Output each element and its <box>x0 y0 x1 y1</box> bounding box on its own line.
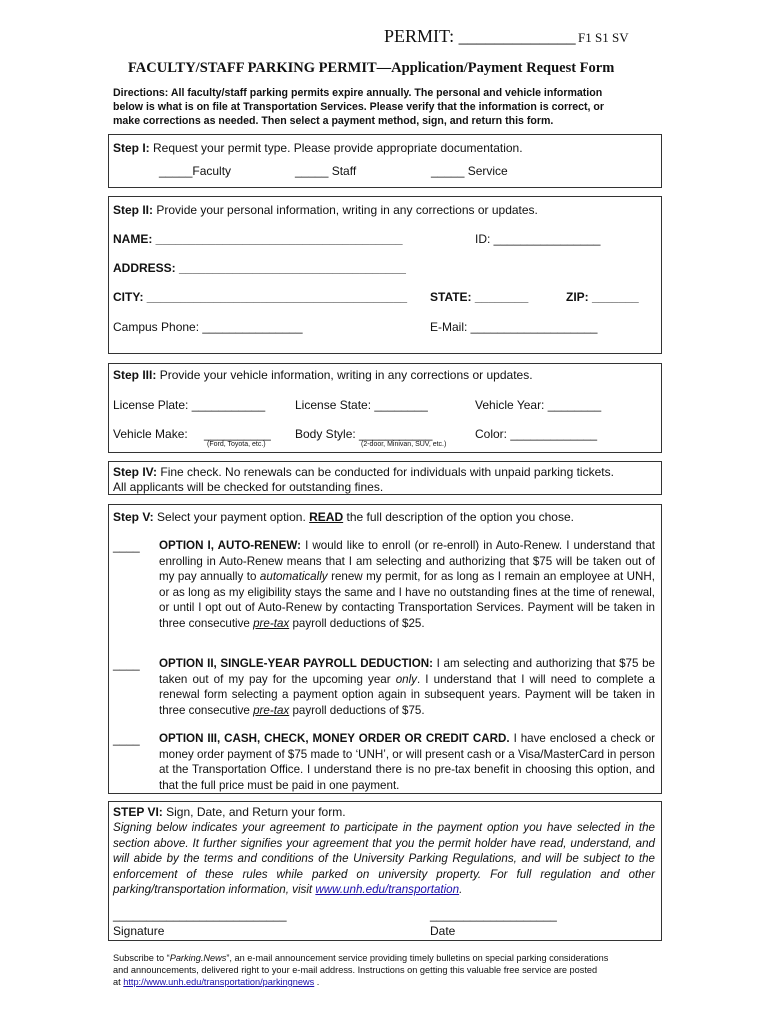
parkingnews-link[interactable]: http://www.unh.edu/transportation/parkingnews <box>123 977 315 987</box>
step3-box <box>108 363 662 453</box>
permit-label <box>384 26 576 47</box>
vehicle-make-label: Vehicle Make: <box>113 427 188 441</box>
option1-title: OPTION I, AUTO-RENEW: <box>159 539 301 552</box>
footer-parking-news: Parking.News <box>169 953 227 963</box>
license-plate-field[interactable]: License Plate: ___________ <box>113 398 266 412</box>
signature-label: Signature <box>113 924 165 938</box>
step2-label: Step II: <box>113 203 154 217</box>
campus-phone-field[interactable]: Campus Phone: _______________ <box>113 320 303 334</box>
step3-label: Step III: <box>113 368 157 382</box>
step4-line1 <box>113 465 614 479</box>
state-field[interactable]: STATE: ________ <box>430 290 529 304</box>
step2-heading <box>113 203 538 217</box>
date-label: Date <box>430 924 456 938</box>
option3-title: OPTION III, CASH, CHECK, MONEY ORDER OR CREDIT CARD. <box>159 732 510 745</box>
step4-line2: All applicants will be checked for outstanding fines. <box>113 480 384 494</box>
option2-paragraph <box>159 656 655 718</box>
option1-paragraph <box>159 538 655 631</box>
option2-text-c: payroll deductions of $75. <box>292 703 425 717</box>
permit-label-text: PERMIT: <box>384 26 455 46</box>
email-field[interactable]: E-Mail: ___________________ <box>430 320 598 334</box>
option2-text-a: I am selecting and authorizing that $75 be taken out of my pay for the upcoming year <box>159 657 655 686</box>
footer-line1 <box>113 953 608 963</box>
step6-agreement-text: Signing below indicates your agreement to participate in the payment option you have selected in the section above. It further signifies your agreement that you the permit holder have read, understand, and will abide by the terms and conditions of the University Parking Regulations, and will be subject to the enforcement of these rules while parked on university property. For full regulation and other parking/transportation information, visit <box>113 821 655 896</box>
footer-line2: and announcements, delivered right to your e-mail address. Instructions on getting this valuable free service are posted <box>113 965 598 975</box>
zip-field[interactable]: ZIP: _______ <box>566 290 639 304</box>
option1-automatically: automatically <box>259 570 328 583</box>
id-field[interactable]: ID: ________________ <box>475 232 601 246</box>
step2-text: Provide your personal information, writing in any corrections or updates. <box>156 203 538 217</box>
option2-title: OPTION II, SINGLE-YEAR PAYROLL DEDUCTION: <box>159 657 433 670</box>
color-field[interactable]: Color: _____________ <box>475 427 598 441</box>
faculty-option[interactable]: _____Faculty <box>159 164 232 178</box>
step6-label: STEP VI: <box>113 805 163 819</box>
option2-pretax: pre-tax <box>253 703 290 717</box>
step2-box <box>108 196 662 354</box>
step5-read: READ <box>309 510 344 524</box>
directions-line1: Directions: All faculty/staff parking permits expire annually. The personal and vehicle information <box>113 87 603 99</box>
signature-line[interactable]: __________________________ <box>113 908 287 922</box>
vehicle-year-field[interactable]: Vehicle Year: ________ <box>475 398 602 412</box>
step5-label: Step V: <box>113 510 154 524</box>
option2-text-b: . I understand that I will need to complete a renewal form selecting a payment option again in subsequent years. Payment will be taken in three consecutive <box>159 672 655 717</box>
option1-text-b: renew my permit, for as long as I remain an employee at UNH, or as long as my eligibility stays the same and I have no outstanding fines at the time of renewal, or until I opt out of Auto-Renew by contacting Transportation Services. Payment will be taken in three consecutive <box>159 570 655 630</box>
vehicle-make-field[interactable]: __________ <box>204 427 271 441</box>
step6-box <box>108 801 662 941</box>
city-field[interactable]: CITY: _______________________________________ <box>113 290 408 304</box>
directions-line3: make corrections as needed. Then select a payment method, sign, and return this form. <box>113 115 554 127</box>
form-title-main: FACULTY/STAFF PARKING PERMIT <box>128 60 377 76</box>
staff-option[interactable]: _____ Staff <box>295 164 357 178</box>
form-title <box>128 60 614 77</box>
option1-pretax: pre-tax <box>253 616 290 630</box>
body-hint: (2-door, Minivan, SUV, etc.) <box>361 441 447 448</box>
step5-text-b: the full description of the option you chose. <box>346 510 574 524</box>
step4-text: Fine check. No renewals can be conducted for individuals with unpaid parking tickets. <box>160 465 614 479</box>
step1-label: Step I: <box>113 141 150 155</box>
directions-line2: below is what is on file at Transportation Services. Please verify that the information is correct, or <box>113 101 604 113</box>
body-style-field[interactable]: Body Style: ___________ <box>295 427 433 441</box>
step5-box <box>108 504 662 794</box>
permit-codes: F1 S1 SV <box>578 30 629 45</box>
date-line[interactable]: ___________________ <box>430 908 557 922</box>
permit-number-blank: _____________ <box>458 26 576 46</box>
step5-text-a: Select your payment option. <box>157 510 306 524</box>
name-field[interactable]: NAME: _____________________________________ <box>113 232 403 246</box>
option2-only: only <box>395 672 417 686</box>
step1-heading <box>113 141 523 155</box>
step3-heading <box>113 368 533 382</box>
make-hint: (Ford, Toyota, etc.) <box>207 441 266 448</box>
option3-paragraph <box>159 731 655 793</box>
form-title-dash: — <box>376 60 392 76</box>
transportation-link[interactable]: www.unh.edu/transportation <box>315 883 460 896</box>
footer-line3 <box>113 977 319 987</box>
form-title-sub: Application/Payment Request Form <box>391 60 615 76</box>
step1-text: Request your permit type. Please provide appropriate documentation. <box>153 141 523 155</box>
step4-label: Step IV: <box>113 465 158 479</box>
step6-heading <box>113 805 346 819</box>
option1-text-a: I would like to enroll (or re-enroll) in Auto-Renew. I understand that enrolling in Auto-Renew means that I am selecting and authorizing that $75 will be taken out of my pay annually to <box>159 539 655 583</box>
option3-text: I have enclosed a check or money order payment of $75 made to ‘UNH’, or will present cash or a Visa/MasterCard in person at the Transportation Office. I understand there is no pre-tax benefit in choosing this option, and that the full price must be paid in one payment. <box>159 732 655 792</box>
step1-box <box>108 134 662 188</box>
service-option[interactable]: _____ Service <box>431 164 508 178</box>
step6-period: . <box>459 883 463 896</box>
step5-heading <box>113 510 574 524</box>
footer-text-d: . <box>314 977 320 987</box>
step6-text: Sign, Date, and Return your form. <box>166 805 346 819</box>
step6-agreement <box>113 820 655 898</box>
option1-checkbox[interactable]: ____ <box>113 539 140 553</box>
step4-box <box>108 461 662 495</box>
option1-text-c: payroll deductions of $25. <box>292 616 425 630</box>
footer-text-c: at <box>113 977 121 987</box>
step3-text: Provide your vehicle information, writing in any corrections or updates. <box>159 368 533 382</box>
option2-checkbox[interactable]: ____ <box>113 657 140 671</box>
address-field[interactable]: ADDRESS: __________________________________ <box>113 261 406 275</box>
license-state-field[interactable]: License State: ________ <box>295 398 428 412</box>
option3-checkbox[interactable]: ____ <box>113 732 140 746</box>
footer-text-a: Subscribe to “ <box>113 953 170 963</box>
footer-text-b: ”, an e-mail announcement service providing timely bulletins on special parking considerations <box>226 953 609 963</box>
